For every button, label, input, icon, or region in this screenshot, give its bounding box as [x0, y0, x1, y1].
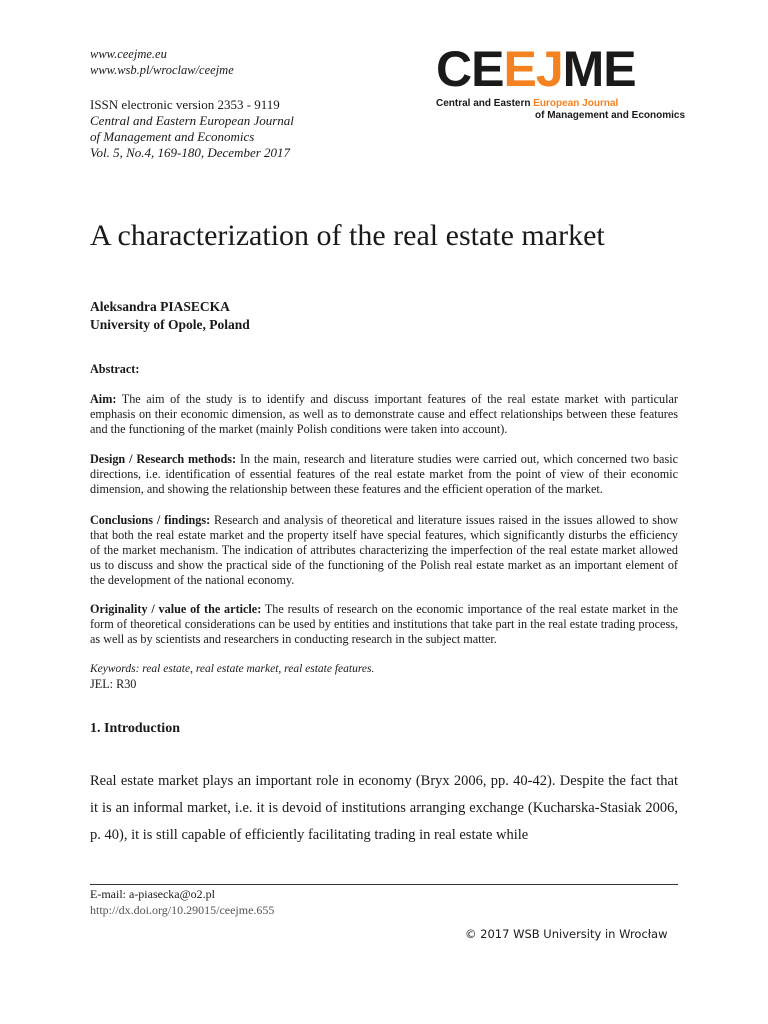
- aim-text: The aim of the study is to identify and discuss important features of the real estate market with particular emphasis on their economic dimension, as well as to demonstrate cause and effect relationships between these features and the functioning of the market (mainly Polish conditions were taken into account).: [90, 392, 678, 436]
- section-heading-introduction: 1. Introduction: [90, 721, 180, 736]
- originality-label: Originality / value of the article:: [90, 602, 262, 616]
- logo-sub-orange: European Journal: [533, 98, 619, 109]
- jel-code: JEL: R30: [90, 677, 137, 691]
- abstract-heading: Abstract:: [90, 362, 140, 376]
- ceejme-logo: [436, 41, 686, 122]
- author-affiliation: University of Opole, Poland: [90, 317, 250, 332]
- logo-wordmark: [436, 41, 686, 97]
- conclusions-text: Research and analysis of theoretical and literature issues raised in the issues allowed to show that both the real estate market and the property itself have special features, which significantly disturbs the efficiency of the market mechanism. The indication of attributes characterizing the imperfection of the real estate market allowed us to discuss and show the practical side of the functioning of the Polish real estate market as an important element of the development of the national economy.: [90, 513, 679, 587]
- logo-subtitle-line2: of Management and Economics: [535, 110, 686, 121]
- volume-line: Vol. 5, No.4, 169-180, December 2017: [90, 145, 291, 160]
- article-title: A characterization of the real estate market: [90, 219, 605, 252]
- journal-url-wsb[interactable]: www.wsb.pl/wroclaw/ceejme: [90, 63, 234, 77]
- logo-part-ce: CE: [436, 41, 504, 97]
- abstract-conclusions: [90, 513, 678, 588]
- aim-label: Aim:: [90, 392, 117, 406]
- conclusions-label: Conclusions / findings:: [90, 513, 211, 527]
- logo-part-ej: EJ: [503, 41, 563, 97]
- keywords: Keywords: real estate, real estate market, real estate features.: [90, 663, 375, 675]
- abstract-design: [90, 452, 678, 497]
- footnote-divider: [90, 884, 678, 885]
- design-text: In the main, research and literature studies were carried out, which concerned two basic directions, i.e. identification of essential features of the real estate market from the point of view of their economic dimension, and showing the relationship between these features and the efficient operation of the market.: [90, 452, 678, 496]
- journal-url-ceejme[interactable]: www.ceejme.eu: [90, 47, 167, 61]
- logo-subtitle: [436, 98, 686, 110]
- logo-sub-black: Central and Eastern: [436, 98, 531, 109]
- doi-link[interactable]: http://dx.doi.org/10.29015/ceejme.655: [90, 903, 275, 917]
- journal-name-line2: of Management and Economics: [90, 129, 255, 144]
- journal-name-line1: Central and Eastern European Journal: [90, 113, 294, 128]
- abstract-aim: [90, 392, 678, 437]
- author-name: Aleksandra PIASECKA: [90, 299, 230, 314]
- abstract-originality: [90, 602, 678, 647]
- intro-paragraph: Real estate market plays an important role in economy (Bryx 2006, pp. 40-42). Despite the fact that it is an informal market, i.e. it is devoid of institutions arranging exchange (Kucharska-Stasiak 2006, p. 40), it is still capable of efficiently facilitating trading in real estate while: [90, 773, 678, 843]
- logo-part-me: ME: [562, 41, 636, 97]
- design-label: Design / Research methods:: [90, 452, 237, 466]
- author-email[interactable]: E-mail: a-piasecka@o2.pl: [90, 887, 216, 901]
- issn-line: ISSN electronic version 2353 - 9119: [90, 97, 280, 112]
- copyright-notice: © 2017 WSB University in Wrocław: [465, 927, 668, 941]
- originality-text: The results of research on the economic importance of the real estate market in the form of theoretical considerations can be used by entities and institutions that take part in the real estate trading process, as well as by scientists and researchers in conducting research in the subject matter.: [90, 602, 678, 646]
